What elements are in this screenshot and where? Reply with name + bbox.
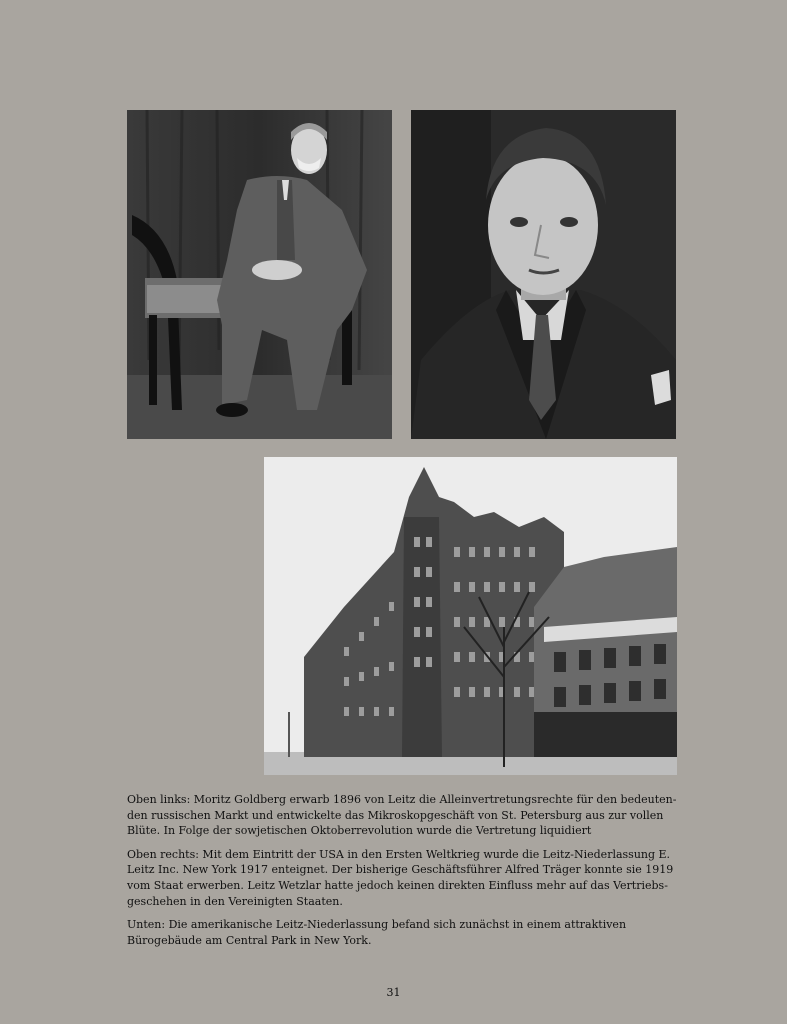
caption-bottom: Unten: Die amerikanische Leitz-Niederlassung befand sich zunächst in einem attraktiven Bürogebäude am Central Park in New York. xyxy=(127,918,627,947)
captions xyxy=(127,792,679,956)
photo-alfred-traeger xyxy=(411,110,676,439)
page-number: 31 xyxy=(386,986,401,999)
photo-leitz-new-york-building xyxy=(264,457,677,775)
caption-top-left: Oben links: Moritz Goldberg erwarb 1896 von Leitz die Alleinvertretungsrechte für den bedeuten-den russischen Markt und entwickelte das Mikroskopgeschäft von St. Petersburg aus zur vollen Blüte. In Folge der sowjetischen Oktoberrevolution wurde die Vertretung liquidiert xyxy=(127,793,677,838)
caption-top-right: Oben rechts: Mit dem Eintritt der USA in den Ersten Weltkrieg wurde die Leitz-Niederlassung E. Leitz Inc. New York 1917 enteignet. Der bisherige Geschäftsführer Alfred Träger konnte sie 1919 vom Staat erwerben. Leitz Wetzlar hatte jedoch keinen direkten Einfluss mehr auf das Vertriebs-geschehen in den Vereinigten Staaten. xyxy=(127,847,674,908)
photo-moritz-goldberg xyxy=(127,110,392,439)
